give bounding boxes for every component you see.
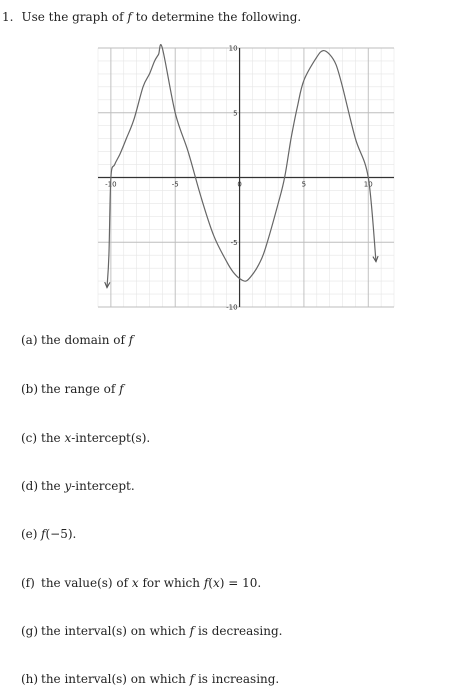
problem-text-after: to determine the following. [135, 10, 302, 24]
question-part [21, 479, 135, 493]
graph-svg [90, 40, 402, 315]
question-part-text: the interval(s) on which [41, 672, 190, 686]
x-tick-label: -5 [171, 180, 179, 189]
problem-text-before: Use the graph of [21, 10, 124, 24]
question-part [21, 382, 124, 396]
question-part-label: (f) [21, 576, 35, 590]
question-part [21, 333, 133, 347]
problem-function-var: f [127, 10, 132, 24]
question-part-text: ( [208, 576, 213, 590]
question-part-text: -intercept(s). [71, 431, 151, 445]
question-part-text: x [212, 576, 220, 590]
question-part [21, 672, 279, 686]
x-tick-label: 10 [363, 180, 373, 189]
curve [105, 45, 378, 288]
function-curve [107, 45, 376, 288]
question-part [21, 576, 261, 590]
y-tick-label: 10 [228, 44, 238, 53]
question-part-text: f [203, 576, 209, 590]
question-part-text: f [119, 382, 124, 396]
y-tick-label: -5 [230, 238, 238, 247]
question-part-label: (h) [21, 672, 39, 686]
question-part-text: -intercept. [71, 479, 135, 493]
question-part-text: x [131, 576, 139, 590]
y-tick-label: 5 [233, 109, 238, 118]
question-part-text: f [189, 672, 195, 686]
question-part-text: for which [138, 576, 204, 590]
question-part-text: the range of [41, 382, 120, 396]
question-part-text: is decreasing. [194, 624, 283, 638]
question-part [21, 431, 150, 445]
question-part-text: y [64, 479, 72, 493]
question-part-text: the interval(s) on which [41, 624, 190, 638]
y-tick-label: -10 [226, 303, 238, 312]
question-part-text: f [189, 624, 195, 638]
question-part-label: (g) [21, 624, 39, 638]
question-part-label: (a) [21, 333, 38, 347]
question-part-text: is increasing. [194, 672, 280, 686]
question-part-text: x [64, 431, 72, 445]
question-part-label: (e) [21, 527, 38, 541]
function-graph [90, 40, 402, 315]
question-part [21, 527, 76, 541]
question-part-label: (b) [21, 382, 39, 396]
question-part-text: the [41, 431, 65, 445]
x-tick-label: -10 [105, 180, 117, 189]
question-part-label: (d) [21, 479, 39, 493]
problem-statement [2, 10, 301, 24]
question-part-label: (c) [21, 431, 38, 445]
question-part-text: the domain of [41, 333, 129, 347]
x-tick-label: 0 [237, 180, 242, 189]
question-part-text: the [41, 479, 65, 493]
question-part-text: ) = 10. [219, 576, 262, 590]
x-tick-label: 5 [301, 180, 307, 189]
question-part-text: f [41, 527, 46, 541]
question-part-text: f [128, 333, 134, 347]
problem-number: 1. [2, 10, 14, 24]
question-part [21, 624, 282, 638]
question-part-text: (−5). [45, 527, 77, 541]
question-part-text: the value(s) of [41, 576, 132, 590]
